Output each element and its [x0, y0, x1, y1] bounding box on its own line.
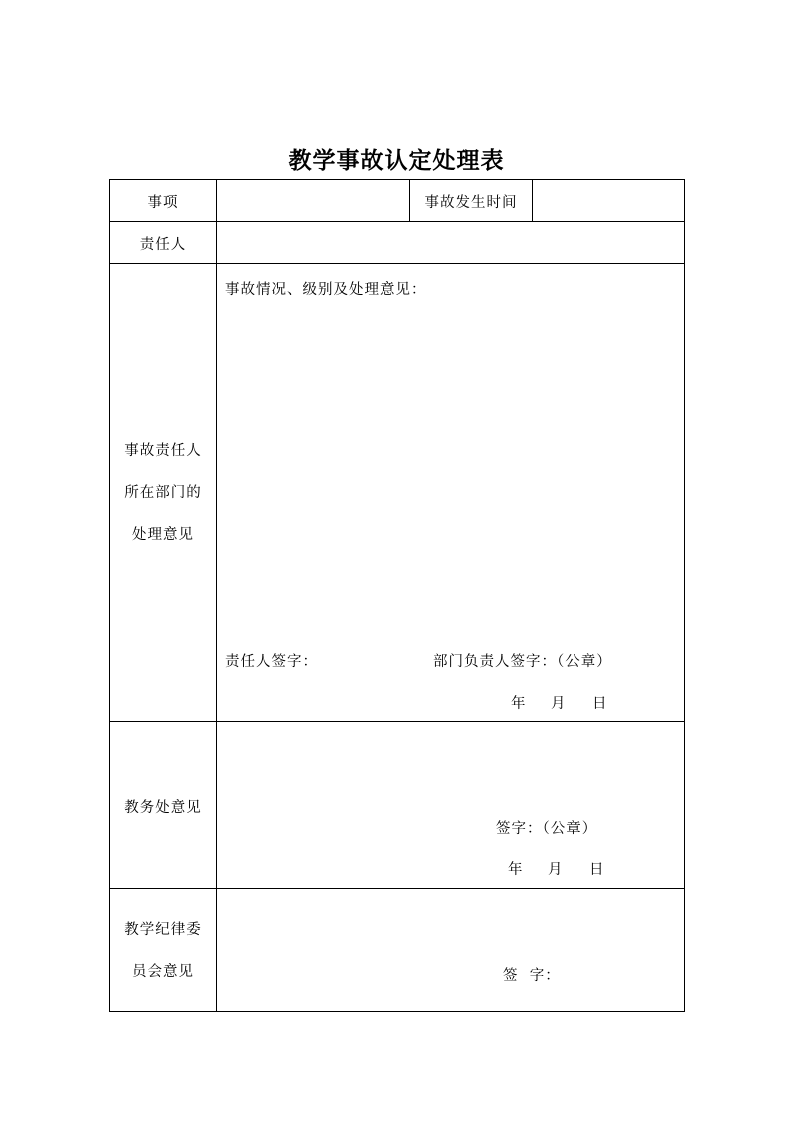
page-title: 教学事故认定处理表	[288, 147, 505, 174]
situation-label: 事故情况、级别及处理意见：	[225, 282, 427, 298]
responsible-signature-label: 责任人签字：	[225, 654, 318, 670]
dept-head-signature-label: 部门负责人签字：（公章）	[433, 654, 612, 670]
academic-month-label: 月	[548, 862, 564, 878]
row-divider	[109, 221, 685, 222]
academic-affairs-label: 教务处意见	[124, 800, 202, 816]
dept-label-line1: 事故责任人	[124, 443, 202, 459]
item-label: 事项	[147, 195, 179, 211]
dept-opinion-label	[110, 430, 216, 556]
academic-affairs-field[interactable]	[220, 726, 680, 806]
row-divider	[109, 721, 685, 722]
committee-signature-label: 签 字：	[503, 968, 561, 984]
row-divider	[109, 263, 685, 264]
academic-year-label: 年	[508, 862, 524, 878]
responsible-label: 责任人	[139, 237, 187, 253]
incident-time-field[interactable]	[534, 181, 683, 220]
academic-signature-label: 签字：（公章）	[496, 821, 598, 837]
row-divider	[109, 888, 685, 889]
item-field[interactable]	[218, 181, 408, 220]
committee-label-line1: 教学纪律委	[124, 922, 202, 938]
responsible-field[interactable]	[218, 223, 683, 262]
committee-field[interactable]	[220, 893, 680, 948]
dept-day-label: 日	[592, 696, 608, 712]
committee-label	[110, 909, 216, 993]
dept-label-line2: 所在部门的	[124, 485, 202, 501]
column-divider	[532, 179, 533, 221]
incident-time-label: 事故发生时间	[424, 195, 518, 211]
situation-field[interactable]	[220, 300, 680, 640]
dept-month-label: 月	[551, 696, 567, 712]
column-divider	[216, 179, 217, 1012]
committee-label-line2: 员会意见	[132, 964, 194, 980]
dept-year-label: 年	[511, 696, 527, 712]
dept-label-line3: 处理意见	[132, 527, 194, 543]
academic-day-label: 日	[589, 862, 605, 878]
